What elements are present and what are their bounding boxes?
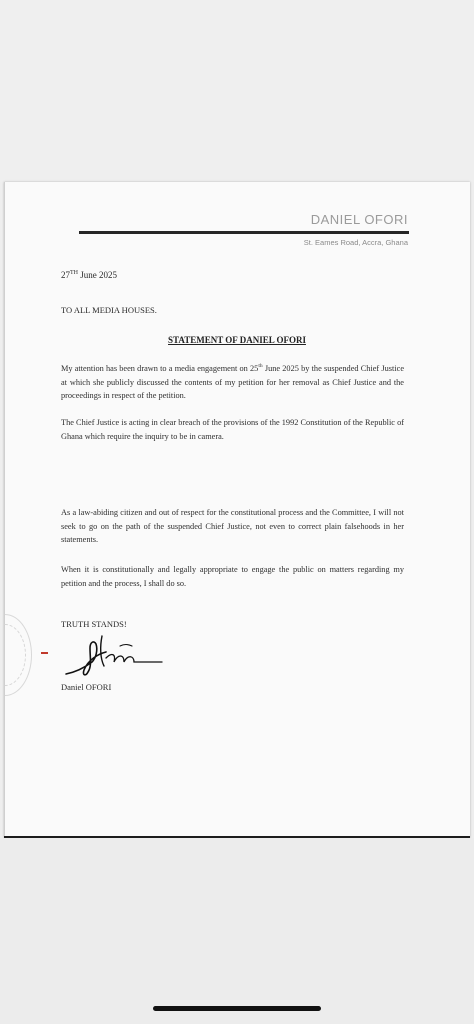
screen-background-top (0, 0, 474, 182)
page-edge (4, 182, 5, 838)
paragraph-2: The Chief Justice is acting in clear breach of the provisions of the 1992 Constitution of the Republic of Ghana which require the inquiry to be in camera. (61, 418, 404, 441)
letterhead-name: DANIEL OFORI (310, 212, 408, 227)
paragraph-1-start: My attention has been drawn to a media engagement on 25 (61, 364, 259, 373)
letterhead-rule (79, 231, 409, 234)
statement-title: STATEMENT OF DANIEL OFORI (168, 335, 306, 345)
recipient-line: TO ALL MEDIA HOUSES. (61, 305, 157, 315)
paragraph-1-suffix: th (258, 363, 263, 370)
letterhead-address: St. Eames Road, Accra, Ghana (303, 238, 408, 247)
paragraph-4: When it is constitutionally and legally appropriate to engage the public on matters regarding my petition and the process, I shall do so. (61, 565, 404, 588)
handwritten-signature (62, 632, 172, 682)
paragraph-3: As a law-abiding citizen and out of respect for the constitutional process and the Committee, I will not seek to go on the path of the suspended Chief Justice, not even to correct plain falsehoods in her statements. (61, 508, 404, 544)
date-month-year: June 2025 (78, 270, 117, 280)
signer-name: Daniel OFORI (61, 682, 112, 692)
letter-date (61, 270, 117, 280)
screen-background-bottom (0, 838, 474, 1024)
date-suffix: TH (70, 270, 78, 276)
home-indicator[interactable] (153, 1006, 321, 1011)
date-day: 27 (61, 270, 70, 280)
closing-line: TRUTH STANDS! (61, 619, 127, 629)
letter-page (4, 182, 470, 838)
red-mark (41, 652, 48, 654)
paragraph-1-end: June 2025 by the suspended Chief Justice at which she publicly discussed the contents of my petition for her removal as Chief Justice and the proceedings in respect of the petition. (61, 364, 405, 400)
paragraph-1 (61, 362, 404, 403)
